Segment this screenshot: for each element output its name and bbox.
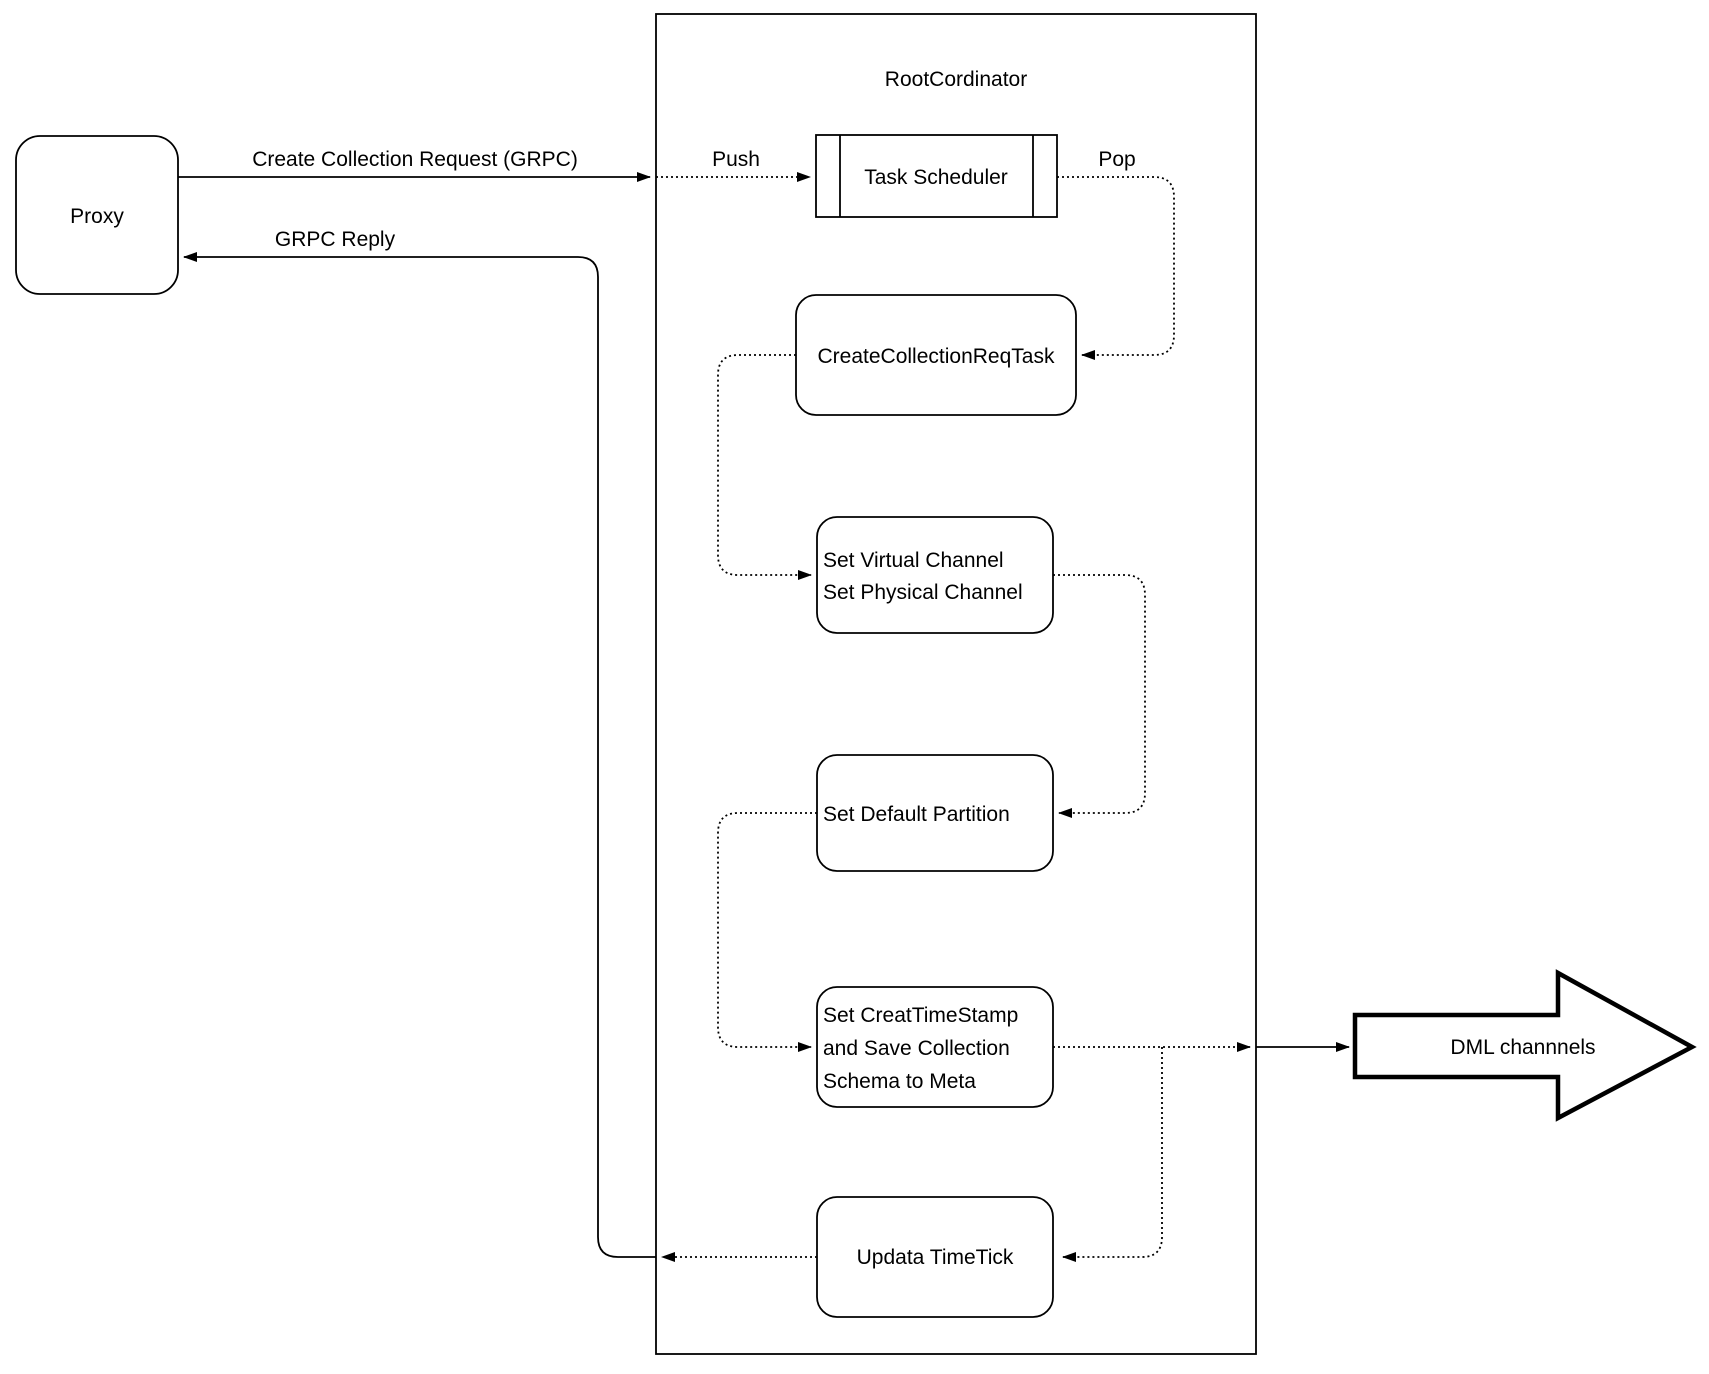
updata-timetick-label: Updata TimeTick <box>856 1246 1014 1269</box>
set-creat-timestamp-line1: Set CreatTimeStamp <box>823 1004 1019 1027</box>
task-scheduler-label: Task Scheduler <box>864 166 1008 189</box>
root-coordinator-title: RootCordinator <box>884 68 1028 91</box>
dml-channels-label: DML channnels <box>1450 1036 1596 1059</box>
updata-timetick-node <box>817 1197 1053 1317</box>
proxy-label: Proxy <box>70 205 124 228</box>
edge-grpc-reply-label: GRPC Reply <box>274 228 396 251</box>
set-creat-timestamp-line2: and Save Collection <box>823 1037 1010 1060</box>
dml-channels-node <box>1355 973 1692 1118</box>
set-default-partition-label: Set Default Partition <box>823 803 1010 826</box>
set-virtual-channel-line1: Set Virtual Channel <box>823 549 1004 572</box>
set-creat-timestamp-node <box>817 987 1053 1107</box>
create-collection-req-task-label: CreateCollectionReqTask <box>817 345 1055 368</box>
edge-grpc-reply <box>184 257 656 1257</box>
set-creat-timestamp-line3: Schema to Meta <box>823 1070 976 1093</box>
task-scheduler-node <box>816 135 1057 217</box>
proxy-node <box>16 136 178 294</box>
set-virtual-channel-box <box>817 517 1053 633</box>
edge-create-collection-request-label: Create Collection Request (GRPC) <box>252 148 578 171</box>
edge-push-label: Push <box>712 148 760 171</box>
set-virtual-channel-node <box>817 517 1053 633</box>
create-collection-req-task-node <box>796 295 1076 415</box>
edge-pop-label: Pop <box>1098 148 1136 171</box>
set-virtual-channel-line2: Set Physical Channel <box>823 581 1023 604</box>
set-default-partition-node <box>817 755 1053 871</box>
